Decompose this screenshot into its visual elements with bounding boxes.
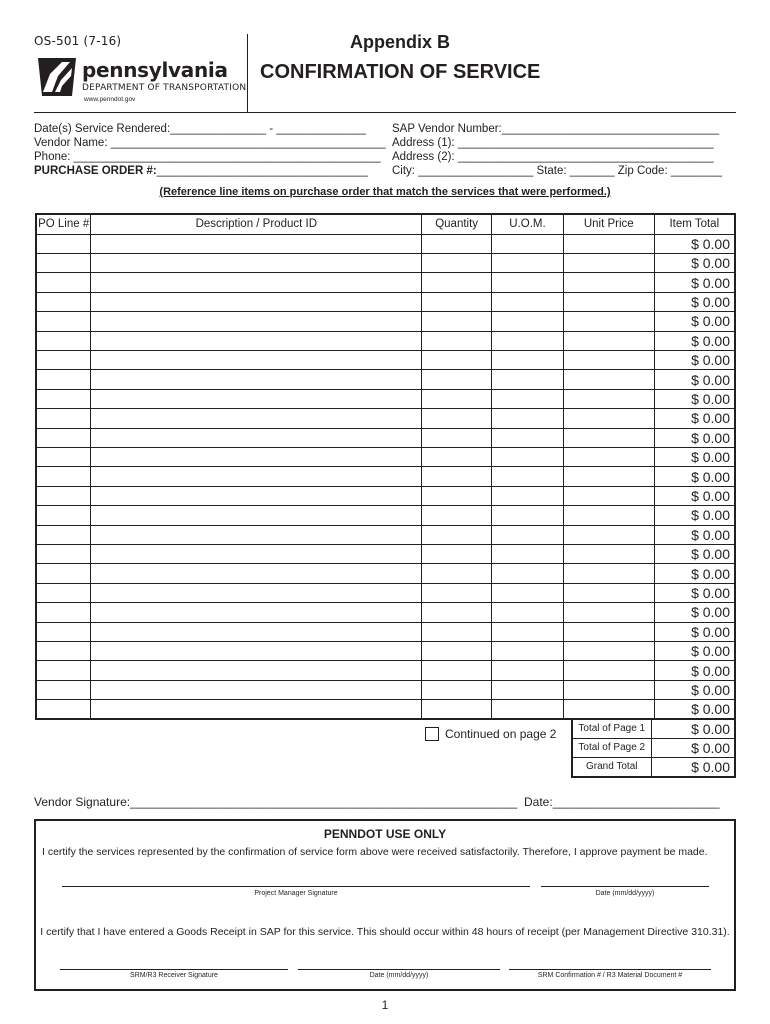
address2-label: Address (2): (392, 151, 455, 163)
totals-table (571, 718, 736, 778)
zip-blank[interactable]: ________ (670, 165, 723, 177)
quantity-cell[interactable] (422, 506, 492, 525)
purchase-order-label: PURCHASE ORDER #: (34, 165, 157, 177)
unit-price-cell[interactable] (563, 506, 654, 525)
srm-confirmation-caption: SRM Confirmation # / R3 Material Document # (537, 972, 683, 979)
quantity-cell[interactable] (422, 428, 492, 447)
dates-separator: - (269, 123, 274, 135)
purchase-order-blank[interactable]: _________________________________ (156, 165, 368, 177)
reference-note: (Reference line items on purchase order that match the services that were performed.) (159, 186, 611, 198)
quantity-cell[interactable] (422, 292, 492, 311)
quantity-cell[interactable] (422, 642, 492, 661)
description-cell[interactable] (91, 680, 422, 699)
uom-cell[interactable] (492, 545, 564, 564)
city-state-zip-field[interactable] (392, 165, 722, 177)
pm-date-caption: Date (mm/dd/yyyy) (595, 890, 655, 897)
po-line-cell[interactable] (36, 370, 91, 389)
dates-rendered-start-blank[interactable]: _______________ (170, 123, 267, 135)
total-page2-row (572, 738, 735, 757)
quantity-cell[interactable] (422, 545, 492, 564)
srm-signature-line[interactable] (60, 969, 288, 970)
description-cell[interactable] (91, 370, 422, 389)
description-cell[interactable] (91, 331, 422, 350)
continued-label: Continued on page 2 (445, 727, 557, 741)
description-cell[interactable] (91, 409, 422, 428)
quantity-cell[interactable] (422, 680, 492, 699)
table-row (36, 603, 735, 622)
unit-price-cell[interactable] (563, 273, 654, 292)
description-cell[interactable] (91, 506, 422, 525)
item-total-cell[interactable]: $ 0.00 (654, 622, 735, 641)
vendor-name-blank[interactable]: ___________________________________________ (110, 137, 386, 149)
quantity-cell[interactable] (422, 273, 492, 292)
total-page2-label: Total of Page 2 (572, 738, 651, 757)
quantity-cell[interactable] (422, 370, 492, 389)
po-line-cell[interactable] (36, 312, 91, 331)
quantity-cell[interactable] (422, 661, 492, 680)
quantity-cell[interactable] (422, 447, 492, 466)
unit-price-cell[interactable] (563, 642, 654, 661)
col-header-po-line: PO Line # (36, 214, 91, 234)
item-total-cell[interactable]: $ 0.00 (654, 273, 735, 292)
item-total-cell[interactable]: $ 0.00 (654, 350, 735, 369)
uom-cell[interactable] (492, 603, 564, 622)
description-cell[interactable] (91, 467, 422, 486)
table-row (36, 545, 735, 564)
quantity-cell[interactable] (422, 234, 492, 253)
table-row (36, 409, 735, 428)
vendor-signature-label: Vendor Signature: (34, 795, 131, 809)
quantity-cell[interactable] (422, 700, 492, 719)
uom-cell[interactable] (492, 234, 564, 253)
description-cell[interactable] (91, 312, 422, 331)
srm-signature-caption: SRM/R3 Receiver Signature (130, 972, 218, 979)
po-line-cell[interactable] (36, 700, 91, 719)
po-line-cell[interactable] (36, 680, 91, 699)
address1-blank[interactable]: ________________________________________ (457, 137, 714, 149)
po-line-cell[interactable] (36, 661, 91, 680)
po-line-cell[interactable] (36, 389, 91, 408)
dates-rendered-field[interactable] (34, 123, 366, 135)
unit-price-cell[interactable] (563, 409, 654, 428)
unit-price-cell[interactable] (563, 622, 654, 641)
address2-blank[interactable]: ________________________________________ (457, 151, 714, 163)
unit-price-cell[interactable] (563, 312, 654, 331)
total-page2-value[interactable]: $ 0.00 (651, 738, 735, 757)
dates-rendered-end-blank[interactable]: ______________ (276, 123, 366, 135)
quantity-cell[interactable] (422, 525, 492, 544)
description-cell[interactable] (91, 486, 422, 505)
uom-cell[interactable] (492, 700, 564, 719)
po-line-cell[interactable] (36, 331, 91, 350)
table-row (36, 253, 735, 272)
table-row (36, 622, 735, 641)
col-header-uom: U.O.M. (492, 214, 564, 234)
quantity-cell[interactable] (422, 389, 492, 408)
grand-total-row (572, 758, 735, 777)
vendor-date-blank[interactable]: _________________________ (552, 795, 720, 809)
form-number: OS-501 (7-16) (34, 34, 122, 48)
uom-cell[interactable] (492, 622, 564, 641)
item-total-cell[interactable]: $ 0.00 (654, 331, 735, 350)
description-cell[interactable] (91, 583, 422, 602)
quantity-cell[interactable] (422, 622, 492, 641)
grand-total-label: Grand Total (572, 758, 651, 777)
table-row (36, 350, 735, 369)
phone-field[interactable] (34, 151, 381, 163)
item-total-cell[interactable]: $ 0.00 (654, 661, 735, 680)
logo-url: www.penndot.gov (84, 96, 136, 103)
srm-date-line[interactable] (298, 969, 500, 970)
vendor-signature-blank[interactable]: __________________________________________________________ (130, 795, 518, 809)
unit-price-cell[interactable] (563, 564, 654, 583)
quantity-cell[interactable] (422, 350, 492, 369)
description-cell[interactable] (91, 525, 422, 544)
unit-price-cell[interactable] (563, 292, 654, 311)
description-cell[interactable] (91, 253, 422, 272)
quantity-cell[interactable] (422, 564, 492, 583)
sap-vendor-number-blank[interactable]: __________________________________ (501, 123, 720, 135)
item-total-cell[interactable]: $ 0.00 (654, 253, 735, 272)
table-row (36, 486, 735, 505)
col-header-item-total: Item Total (654, 214, 735, 234)
unit-price-cell[interactable] (563, 447, 654, 466)
dates-rendered-label: Date(s) Service Rendered: (34, 123, 171, 135)
description-cell[interactable] (91, 661, 422, 680)
po-line-cell[interactable] (36, 467, 91, 486)
item-total-cell[interactable]: $ 0.00 (654, 564, 735, 583)
description-cell[interactable] (91, 564, 422, 583)
vendor-date-field[interactable] (524, 795, 720, 809)
uom-cell[interactable] (492, 661, 564, 680)
quantity-cell[interactable] (422, 253, 492, 272)
logo-department: DEPARTMENT OF TRANSPORTATION (82, 83, 247, 93)
description-cell[interactable] (91, 428, 422, 447)
uom-cell[interactable] (492, 409, 564, 428)
item-total-cell[interactable]: $ 0.00 (654, 409, 735, 428)
po-line-cell[interactable] (36, 253, 91, 272)
table-row (36, 234, 735, 253)
unit-price-cell[interactable] (563, 253, 654, 272)
item-total-cell[interactable]: $ 0.00 (654, 603, 735, 622)
description-cell[interactable] (91, 389, 422, 408)
header-divider-horizontal (34, 112, 736, 113)
po-line-cell[interactable] (36, 428, 91, 447)
po-line-cell[interactable] (36, 564, 91, 583)
unit-price-cell[interactable] (563, 680, 654, 699)
header-divider-vertical (247, 34, 248, 112)
description-cell[interactable] (91, 273, 422, 292)
total-page1-label: Total of Page 1 (572, 719, 651, 738)
po-line-cell[interactable] (36, 622, 91, 641)
pm-signature-line[interactable] (62, 886, 530, 887)
po-line-cell[interactable] (36, 486, 91, 505)
address2-field[interactable] (392, 151, 714, 163)
line-items-table (35, 213, 736, 720)
penndot-use-only-box (34, 819, 736, 991)
po-line-cell[interactable] (36, 506, 91, 525)
address1-field[interactable] (392, 137, 714, 149)
unit-price-cell[interactable] (563, 545, 654, 564)
item-total-cell[interactable]: $ 0.00 (654, 545, 735, 564)
sap-vendor-number-field[interactable] (392, 123, 719, 135)
uom-cell[interactable] (492, 486, 564, 505)
item-total-cell[interactable]: $ 0.00 (654, 447, 735, 466)
unit-price-cell[interactable] (563, 603, 654, 622)
col-header-description: Description / Product ID (91, 214, 422, 234)
uom-cell[interactable] (492, 506, 564, 525)
item-total-cell[interactable]: $ 0.00 (654, 370, 735, 389)
purchase-order-field[interactable] (34, 165, 368, 177)
item-total-cell[interactable]: $ 0.00 (654, 292, 735, 311)
keystone-icon (34, 52, 80, 98)
table-row (36, 564, 735, 583)
city-blank[interactable]: __________________ (418, 165, 534, 177)
table-row (36, 447, 735, 466)
unit-price-cell[interactable] (563, 486, 654, 505)
total-page1-value[interactable]: $ 0.00 (651, 719, 735, 738)
item-total-cell[interactable]: $ 0.00 (654, 312, 735, 331)
table-row (36, 389, 735, 408)
item-total-cell[interactable]: $ 0.00 (654, 506, 735, 525)
pm-signature-caption: Project Manager Signature (254, 890, 338, 897)
uom-cell[interactable] (492, 680, 564, 699)
goods-receipt-certification-text: I certify that I have entered a Goods Receipt in SAP for this service. This should occur within 48 hours of receipt (per Management Directive 310.31). (40, 926, 730, 938)
table-row (36, 292, 735, 311)
uom-cell[interactable] (492, 447, 564, 466)
uom-cell[interactable] (492, 428, 564, 447)
description-cell[interactable] (91, 447, 422, 466)
item-total-cell[interactable]: $ 0.00 (654, 486, 735, 505)
srm-date-caption: Date (mm/dd/yyyy) (369, 972, 429, 979)
item-total-cell[interactable]: $ 0.00 (654, 680, 735, 699)
unit-price-cell[interactable] (563, 350, 654, 369)
po-line-cell[interactable] (36, 603, 91, 622)
table-row (36, 680, 735, 699)
item-total-cell[interactable]: $ 0.00 (654, 467, 735, 486)
po-line-cell[interactable] (36, 350, 91, 369)
address1-label: Address (1): (392, 137, 455, 149)
po-line-cell[interactable] (36, 447, 91, 466)
unit-price-cell[interactable] (563, 525, 654, 544)
table-row (36, 506, 735, 525)
uom-cell[interactable] (492, 525, 564, 544)
unit-price-cell[interactable] (563, 661, 654, 680)
table-row (36, 700, 735, 719)
description-cell[interactable] (91, 642, 422, 661)
penndot-use-only-title: PENNDOT USE ONLY (323, 827, 447, 841)
table-row (36, 428, 735, 447)
uom-cell[interactable] (492, 312, 564, 331)
table-row (36, 312, 735, 331)
total-page1-row (572, 719, 735, 738)
col-header-quantity: Quantity (422, 214, 492, 234)
table-row (36, 583, 735, 602)
uom-cell[interactable] (492, 350, 564, 369)
po-line-cell[interactable] (36, 409, 91, 428)
po-line-cell[interactable] (36, 234, 91, 253)
quantity-cell[interactable] (422, 312, 492, 331)
po-line-cell[interactable] (36, 525, 91, 544)
table-row (36, 525, 735, 544)
vendor-signature-field[interactable] (34, 795, 517, 809)
item-total-cell[interactable]: $ 0.00 (654, 525, 735, 544)
phone-label: Phone: (34, 151, 71, 163)
item-total-cell[interactable]: $ 0.00 (654, 389, 735, 408)
item-total-cell[interactable]: $ 0.00 (654, 583, 735, 602)
po-line-cell[interactable] (36, 583, 91, 602)
pm-date-line[interactable] (541, 886, 709, 887)
uom-cell[interactable] (492, 467, 564, 486)
description-cell[interactable] (91, 234, 422, 253)
appendix-label: Appendix B (350, 32, 451, 52)
po-line-cell[interactable] (36, 273, 91, 292)
description-cell[interactable] (91, 700, 422, 719)
unit-price-cell[interactable] (563, 700, 654, 719)
table-row (36, 661, 735, 680)
uom-cell[interactable] (492, 292, 564, 311)
unit-price-cell[interactable] (563, 428, 654, 447)
table-row (36, 370, 735, 389)
uom-cell[interactable] (492, 253, 564, 272)
zip-label: Zip Code: (617, 165, 668, 177)
continued-checkbox[interactable] (425, 727, 439, 741)
po-line-cell[interactable] (36, 545, 91, 564)
uom-cell[interactable] (492, 370, 564, 389)
srm-confirmation-line[interactable] (509, 969, 711, 970)
table-row (36, 331, 735, 350)
item-total-cell[interactable]: $ 0.00 (654, 428, 735, 447)
table-header-row (36, 214, 735, 234)
approval-certification-text: I certify the services represented by the confirmation of service form above were received satisfactorily. Therefore, I approve payment be made. (42, 846, 708, 858)
unit-price-cell[interactable] (563, 370, 654, 389)
uom-cell[interactable] (492, 389, 564, 408)
po-line-cell[interactable] (36, 642, 91, 661)
phone-blank[interactable]: ________________________________________________ (73, 151, 381, 163)
unit-price-cell[interactable] (563, 389, 654, 408)
grand-total-value[interactable]: $ 0.00 (651, 758, 735, 777)
unit-price-cell[interactable] (563, 234, 654, 253)
uom-cell[interactable] (492, 583, 564, 602)
description-cell[interactable] (91, 350, 422, 369)
description-cell[interactable] (91, 622, 422, 641)
po-line-cell[interactable] (36, 292, 91, 311)
quantity-cell[interactable] (422, 331, 492, 350)
uom-cell[interactable] (492, 273, 564, 292)
vendor-name-field[interactable] (34, 137, 386, 149)
page-number: 1 (381, 998, 389, 1012)
state-blank[interactable]: _______ (569, 165, 615, 177)
quantity-cell[interactable] (422, 467, 492, 486)
uom-cell[interactable] (492, 642, 564, 661)
quantity-cell[interactable] (422, 603, 492, 622)
city-label: City: (392, 165, 415, 177)
unit-price-cell[interactable] (563, 331, 654, 350)
quantity-cell[interactable] (422, 486, 492, 505)
item-total-cell[interactable]: $ 0.00 (654, 700, 735, 719)
unit-price-cell[interactable] (563, 467, 654, 486)
description-cell[interactable] (91, 292, 422, 311)
item-total-cell[interactable]: $ 0.00 (654, 234, 735, 253)
description-cell[interactable] (91, 603, 422, 622)
table-row (36, 273, 735, 292)
page-title: CONFIRMATION OF SERVICE (260, 61, 541, 83)
unit-price-cell[interactable] (563, 583, 654, 602)
uom-cell[interactable] (492, 331, 564, 350)
quantity-cell[interactable] (422, 583, 492, 602)
uom-cell[interactable] (492, 564, 564, 583)
sap-vendor-number-label: SAP Vendor Number: (392, 123, 502, 135)
state-label: State: (536, 165, 567, 177)
vendor-date-label: Date: (524, 795, 553, 809)
penndot-logo (34, 52, 247, 106)
quantity-cell[interactable] (422, 409, 492, 428)
table-row (36, 642, 735, 661)
vendor-name-label: Vendor Name: (34, 137, 108, 149)
logo-state-name: pennsylvania (82, 58, 228, 82)
table-row (36, 467, 735, 486)
col-header-unit-price: Unit Price (563, 214, 654, 234)
description-cell[interactable] (91, 545, 422, 564)
item-total-cell[interactable]: $ 0.00 (654, 642, 735, 661)
